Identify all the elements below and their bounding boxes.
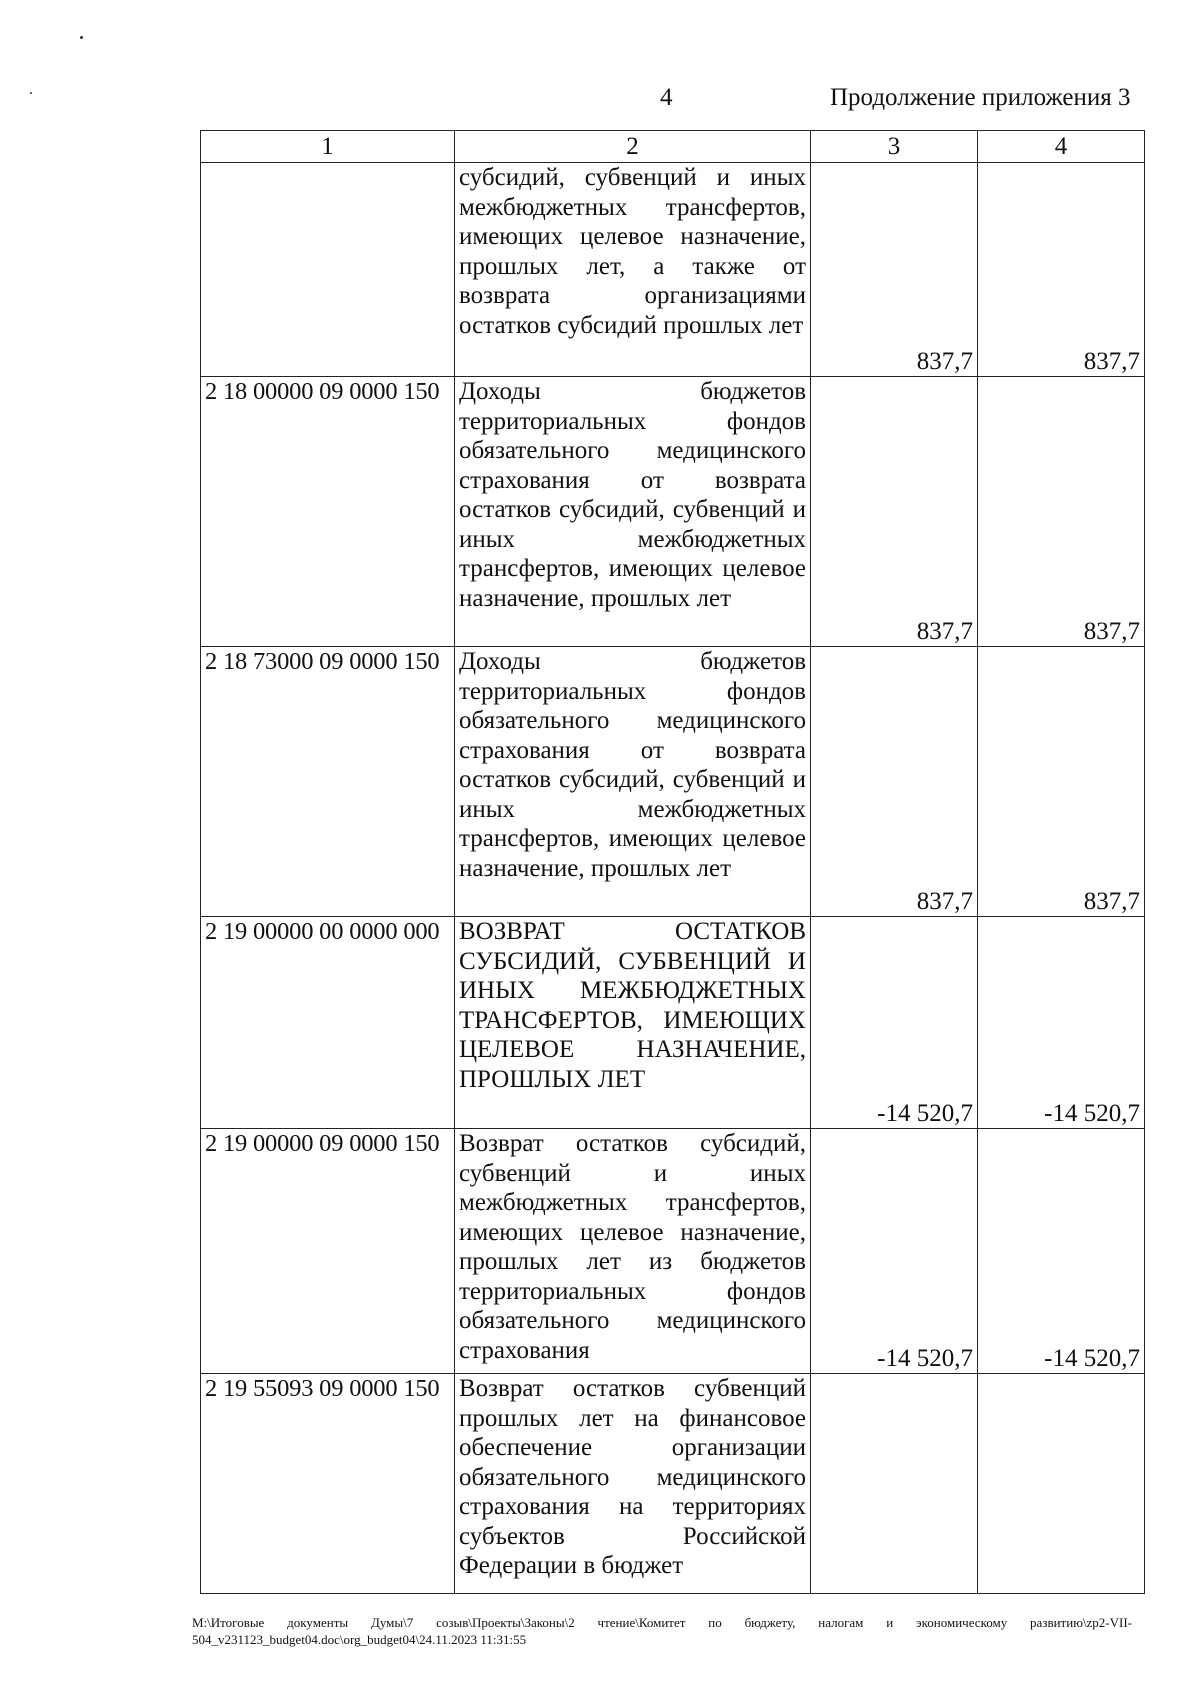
column-header: 2 — [455, 131, 811, 163]
table-row — [201, 1374, 1145, 1594]
column-header: 4 — [978, 131, 1145, 163]
value-column-4: 837,7 — [978, 163, 1145, 377]
value-column-4 — [978, 1374, 1145, 1594]
budget-code — [201, 163, 455, 377]
value-column-4: 837,7 — [978, 377, 1145, 647]
value-column-3 — [811, 1374, 978, 1594]
continuation-title: Продолжение приложения 3 — [830, 84, 1131, 111]
table-row — [201, 917, 1145, 1129]
value-column-3: 837,7 — [811, 647, 978, 917]
income-description: субсидий, субвенций и иных межбюджетных трансфертов, имеющих целевое назначение, прошлых лет, а также от возврата организациями остатков субсидий прошлых лет — [455, 163, 811, 377]
budget-code: 2 19 00000 00 0000 000 — [201, 917, 455, 1129]
value-column-4: -14 520,7 — [978, 1129, 1145, 1374]
income-description: Возврат остатков субвенций прошлых лет на финансовое обеспечение организации обязательного медицинского страхования на территориях субъектов Российской Федерации в бюджет — [455, 1374, 811, 1594]
budget-code: 2 18 00000 09 0000 150 — [201, 377, 455, 647]
budget-code: 2 19 00000 09 0000 150 — [201, 1129, 455, 1374]
value-column-3: -14 520,7 — [811, 917, 978, 1129]
value-column-4: 837,7 — [978, 647, 1145, 917]
budget-table — [200, 130, 1145, 1594]
scan-speck — [30, 92, 32, 94]
page-number: 4 — [660, 84, 673, 111]
document-path-footer: M:\Итоговые документы Думы\7 созыв\Проекты\Законы\2 чтение\Комитет по бюджету, налогам и экономическому развитию\zp2-VII-504_v231123_budget04.doc\org_budget04\24.11.2023 11:31:55 — [192, 1615, 1132, 1647]
table-row — [201, 647, 1145, 917]
income-description: Доходы бюджетов территориальных фондов обязательного медицинского страхования от возврата остатков субсидий, субвенций и иных межбюджетных трансфертов, имеющих целевое назначение, прошлых лет — [455, 377, 811, 647]
value-column-4: -14 520,7 — [978, 917, 1145, 1129]
budget-code: 2 19 55093 09 0000 150 — [201, 1374, 455, 1594]
value-column-3: 837,7 — [811, 163, 978, 377]
income-description: Доходы бюджетов территориальных фондов обязательного медицинского страхования от возврата остатков субсидий, субвенций и иных межбюджетных трансфертов, имеющих целевое назначение, прошлых лет — [455, 647, 811, 917]
value-column-3: 837,7 — [811, 377, 978, 647]
table-row — [201, 1129, 1145, 1374]
column-header: 1 — [201, 131, 455, 163]
income-description: ВОЗВРАТ ОСТАТКОВ СУБСИДИЙ, СУБВЕНЦИЙ И ИНЫХ МЕЖБЮДЖЕТНЫХ ТРАНСФЕРТОВ, ИМЕЮЩИХ ЦЕЛЕВОЕ НАЗНАЧЕНИЕ, ПРОШЛЫХ ЛЕТ — [455, 917, 811, 1129]
table-row — [201, 377, 1145, 647]
budget-code: 2 18 73000 09 0000 150 — [201, 647, 455, 917]
income-description: Возврат остатков субсидий, субвенций и иных межбюджетных трансфертов, имеющих целевое назначение, прошлых лет из бюджетов территориальных фондов обязательного медицинского страхования — [455, 1129, 811, 1374]
table-row — [201, 163, 1145, 377]
table-header-row — [201, 131, 1145, 163]
column-header: 3 — [811, 131, 978, 163]
value-column-3: -14 520,7 — [811, 1129, 978, 1374]
scan-speck — [80, 36, 83, 39]
